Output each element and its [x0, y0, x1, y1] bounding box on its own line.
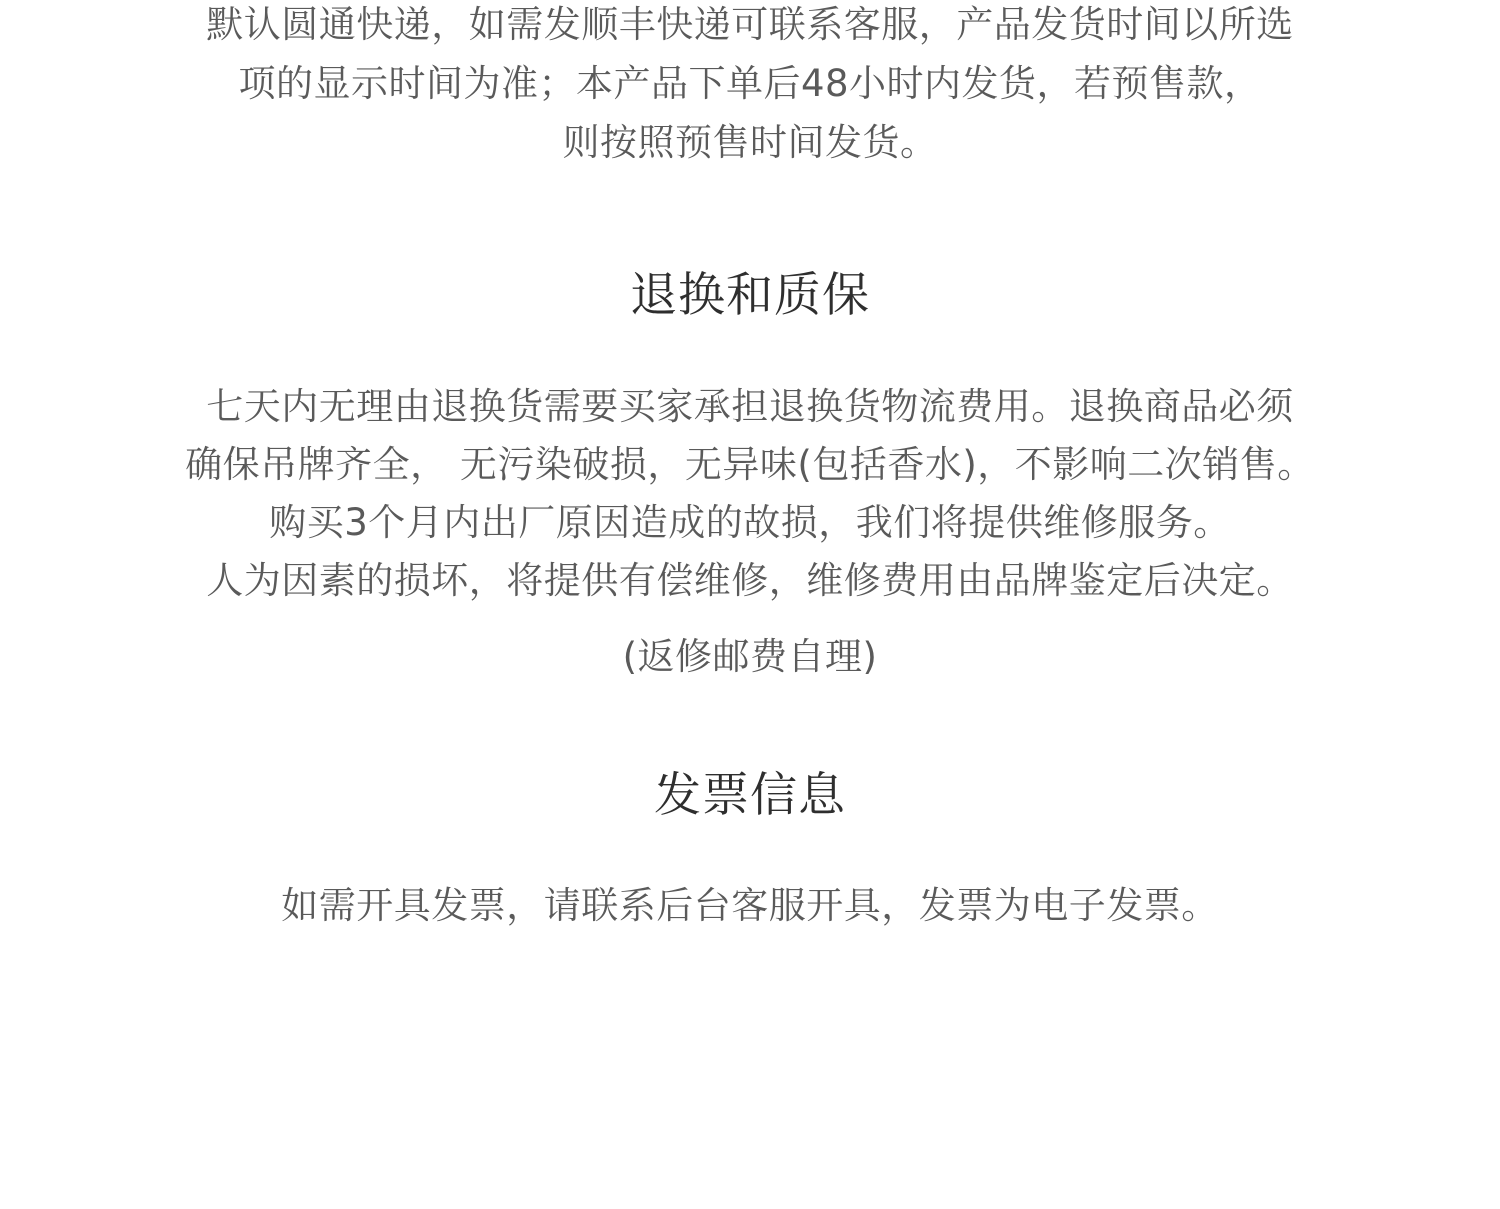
returns-heading: 退换和质保 — [630, 268, 870, 323]
shipping-text-line-3: 则按照预售时间发货。 — [562, 121, 938, 164]
shipping-text-line-1: 默认圆通快递，如需发顺丰快递可联系客服，产品发货时间以所选 — [206, 3, 1294, 46]
invoice-text: 如需开具发票，请联系后台客服开具，发票为电子发票。 — [281, 884, 1219, 927]
returns-text-line-4: 人为因素的损坏，将提供有偿维修，维修费用由品牌鉴定后决定。 — [206, 559, 1294, 602]
returns-text-line-3: 购买3个月内出厂原因造成的故损，我们将提供维修服务。 — [269, 501, 1231, 544]
invoice-heading: 发票信息 — [654, 768, 846, 823]
returns-text-line-2: 确保吊牌齐全， 无污染破损，无异味(包括香水)，不影响二次销售。 — [185, 443, 1315, 486]
returns-text-line-1: 七天内无理由退换货需要买家承担退换货物流费用。退换商品必须 — [206, 385, 1294, 428]
shipping-text-line-2: 项的显示时间为准；本产品下单后48小时内发货，若预售款， — [238, 62, 1262, 105]
returns-note: (返修邮费自理) — [622, 635, 878, 678]
